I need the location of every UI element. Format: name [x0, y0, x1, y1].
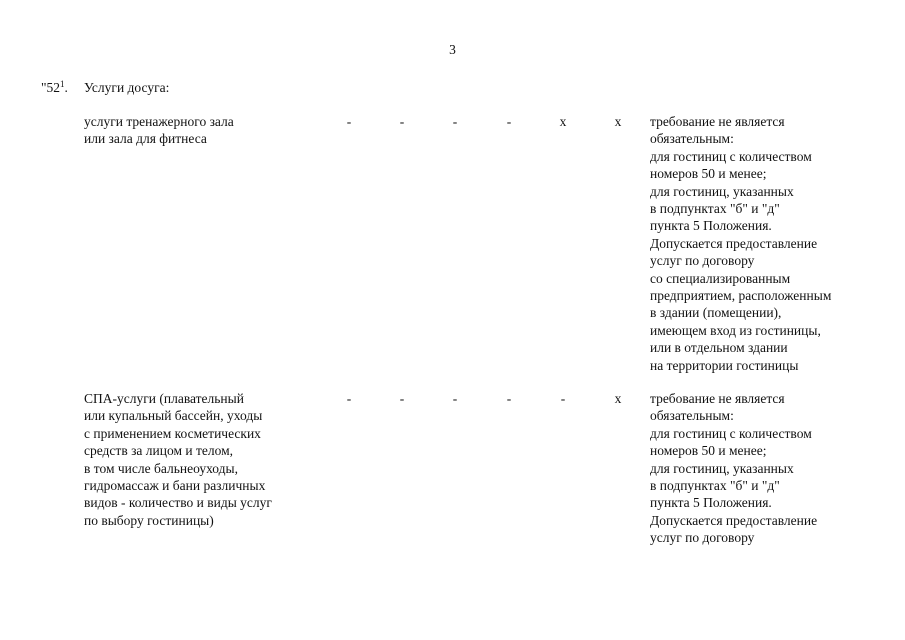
page-number: 3: [449, 42, 456, 57]
category-mark: x: [614, 114, 622, 129]
category-mark: x: [559, 114, 567, 129]
service-name: СПА-услуги (плавательный или купальный бассейн, уходы с применением косметических средств за лицом и телом, в том числе бальнеоуходы, гидромассаж и бани различных видов - количество и виды услуг по выбору гостиницы): [84, 391, 272, 528]
category-mark: -: [452, 391, 458, 406]
category-mark: -: [560, 391, 566, 406]
service-note: требование не является обязательным: для гостиниц с количеством номеров 50 и менее; для гостиниц, указанных в подпунктах "б" и "д" пункта 5 Положения. Допускается предоставление услуг по договору со специализированным предприятием, расположенным в здании (помещении), имеющем вход из гостиницы, или в отдельном здании на территории гостиницы: [650, 114, 832, 373]
category-mark: -: [506, 391, 512, 406]
category-mark: -: [399, 114, 405, 129]
service-name: услуги тренажерного зала или зала для фитнеса: [84, 114, 234, 147]
category-mark: -: [346, 114, 352, 129]
item-number: [41, 79, 68, 96]
item-number-superscript: 1: [60, 79, 65, 89]
category-mark: -: [399, 391, 405, 406]
category-mark: -: [452, 114, 458, 129]
category-mark: -: [346, 391, 352, 406]
category-mark: x: [614, 391, 622, 406]
service-note: требование не является обязательным: для гостиниц с количеством номеров 50 и менее; для гостиниц, указанных в подпунктах "б" и "д" пункта 5 Положения. Допускается предоставление услуг по договору: [650, 391, 818, 546]
category-mark: -: [506, 114, 512, 129]
item-number-main: "52: [41, 80, 61, 95]
item-title: Услуги досуга:: [84, 80, 170, 95]
item-number-suffix: .: [64, 80, 68, 95]
